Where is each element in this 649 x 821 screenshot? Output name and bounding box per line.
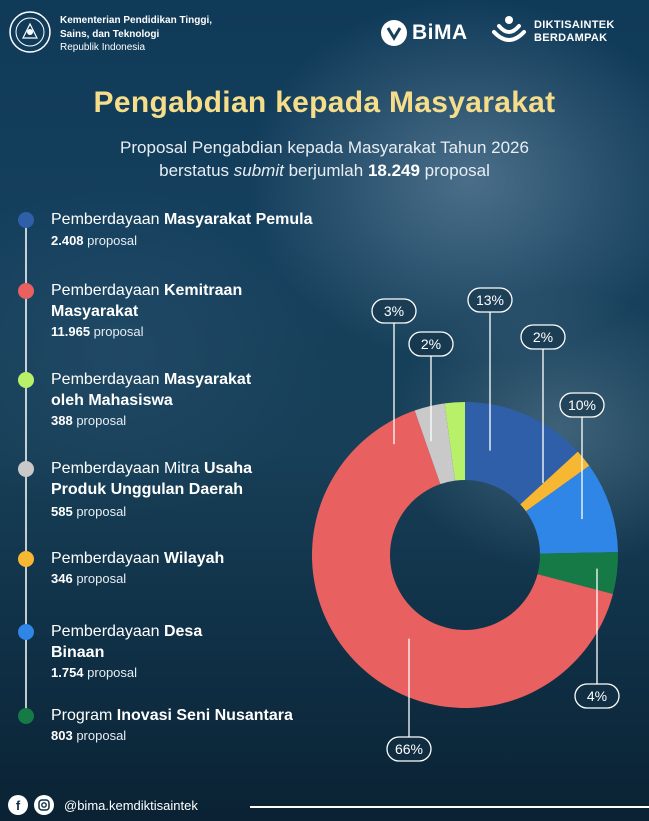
legend-count-unit: proposal (83, 233, 138, 248)
total-proposals: 18.249 (367, 161, 420, 180)
instagram-icon[interactable] (34, 795, 54, 815)
legend-count-unit: proposal (72, 728, 127, 743)
dikti-line1: DIKTISAINTEK (534, 19, 615, 31)
legend-label-normal: Pemberdayaan (51, 371, 164, 388)
legend-label-normal: Pemberdayaan (51, 550, 164, 567)
legend-label-bold: Wilayah (163, 550, 225, 567)
legend-label-bold: Usaha (203, 460, 252, 477)
legend-count-unit: proposal (83, 665, 138, 680)
legend-label-line2: oleh Mahasiswa (51, 392, 173, 409)
percent-label: 4% (586, 688, 608, 704)
legend-count-unit: proposal (72, 413, 127, 428)
legend-count-value: 1.754 (51, 665, 84, 680)
dikti-line2: BERDAMPAK (534, 32, 608, 44)
donut-slices (312, 402, 618, 708)
footer (8, 795, 198, 815)
legend-label-normal: Pemberdayaan (51, 211, 164, 228)
legend-label-normal: Pemberdayaan (51, 623, 164, 640)
percent-label: 2% (420, 336, 442, 352)
legend-label-bold: Masyarakat (163, 371, 252, 388)
legend-label-bold: Desa (163, 623, 203, 640)
legend-label-bold: Masyarakat Pemula (163, 211, 313, 228)
footer-divider (250, 806, 649, 808)
subtitle-post: proposal (419, 161, 490, 180)
subtitle-italic: submit (233, 161, 284, 180)
legend-label-normal: Pemberdayaan Mitra (51, 460, 204, 477)
legend-count-value: 388 (51, 413, 73, 428)
social-handle[interactable]: @bima.kemdiktisaintek (64, 797, 198, 813)
ministry-line3: Republik Indonesia (60, 42, 146, 53)
subtitle-pre: berstatus (159, 161, 234, 180)
ministry-line2: Sains, dan Teknologi (60, 28, 160, 40)
legend-count-value: 585 (51, 504, 73, 519)
percent-label: 10% (567, 397, 597, 413)
subtitle-mid: berjumlah (283, 161, 368, 180)
legend-label-bold: Kemitraan (163, 282, 243, 299)
legend-count-value: 803 (51, 728, 73, 743)
legend-label-line2: Binaan (51, 644, 105, 661)
legend-label-normal: Program (51, 707, 117, 724)
ministry-line1: Kementerian Pendidikan Tinggi, (60, 15, 213, 26)
legend-count-unit: proposal (72, 504, 127, 519)
legend-label-line2: Masyarakat (51, 303, 139, 320)
legend-count-value: 2.408 (51, 233, 84, 248)
percent-label: 13% (475, 292, 505, 308)
page-title: Pengabdian kepada Masyarakat (93, 86, 556, 119)
legend-label-line2: Produk Unggulan Daerah (51, 481, 244, 498)
percent-label: 2% (532, 329, 554, 345)
legend-count-unit: proposal (72, 571, 127, 586)
percent-label: 3% (383, 303, 405, 319)
percent-label: 66% (394, 741, 424, 757)
legend-count-unit: proposal (90, 324, 144, 339)
facebook-icon[interactable]: f (8, 795, 28, 815)
legend-count-value: 11.965 (51, 324, 91, 339)
legend-label-bold: Inovasi Seni Nusantara (116, 707, 293, 724)
bima-wordmark: BiMA (412, 21, 468, 44)
legend-label-normal: Pemberdayaan (51, 282, 164, 299)
legend-count-value: 346 (51, 571, 73, 586)
subtitle-line1: Proposal Pengabdian kepada Masyarakat Tahun 2026 (120, 138, 529, 157)
